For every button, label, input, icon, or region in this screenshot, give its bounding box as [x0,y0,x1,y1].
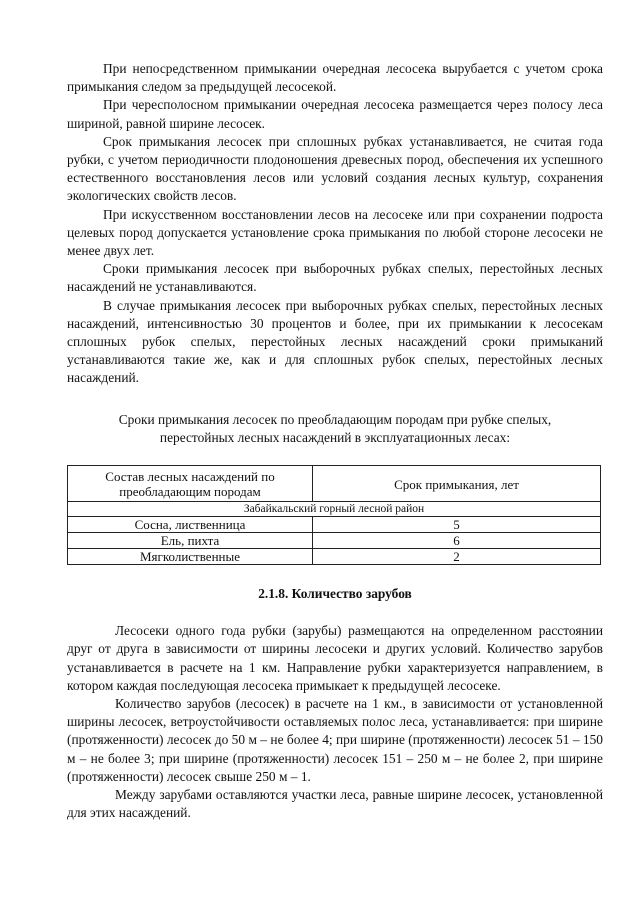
column-header-term: Срок примыкания, лет [313,466,601,502]
paragraph-artificial-restoration: При искусственном восстановлении лесов на лесосеке или при сохранении подроста целевых пород допускается установление срока примыкания по любой стороне лесосеки не менее двух лет. [67,206,603,259]
section-heading: 2.1.8. Количество зарубов [258,586,412,602]
table-row [68,517,601,533]
paragraph-adjacent-strip: При чересполосном примыкании очередная лесосека размещается через полосу леса шириной, равной ширине лесосек. [67,97,603,131]
paragraph-cuts-placement: Лесосеки одного года рубки (зарубы) размещаются на определенном расстоянии друг от друга в зависимости от ширины лесосеки и других условий. Количество зарубов устанавливается в расчете на 1 км. Направление рубки характеризуется направлением, в котором каждая последующая лесосека примыкает к предыдущей лесосеке. [67,623,603,693]
adjacency-table [67,465,601,565]
section-body [67,622,603,822]
paragraph-clear-cut-term: Срок примыкания лесосек при сплошных рубках устанавливается, не считая года рубки, с учетом периодичности плодоношения древесных пород, обеспечения их успешного естественного восстановления лесов или условий создания лесных культур, сохранения экологических свойств лесов. [67,133,603,204]
table-header-row [68,466,601,502]
table-row [68,549,601,565]
region-label: Забайкальский горный лесной район [68,502,601,517]
paragraph-cuts-gaps: Между зарубами оставляются участки леса, равные ширине лесосек, установленной для этих насаждений. [67,787,603,821]
paragraph-selective-intensity: В случае примыкания лесосек при выборочных рубках спелых, перестойных лесных насаждений, интенсивностью 30 процентов и более, при их примыкании к лесосекам сплошных рубок спелых, перестойных лесных насаждений сроки примыканий устанавливаются такие же, как и для сплошных рубок спелых, перестойных лесных насаждений. [67,297,603,386]
table-cell-term: 6 [313,533,601,549]
table-row [68,533,601,549]
table-cell-term: 2 [313,549,601,565]
table-caption: Сроки примыкания лесосек по преобладающим породам при рубке спелых, перестойных лесных насаждений в эксплуатационных лесах: [118,411,552,445]
paragraph-adjacent-direct: При непосредственном примыкании очередная лесосека вырубается с учетом срока примыкания следом за предыдущей лесосекой. [67,61,603,95]
table-cell-species: Сосна, лиственница [68,517,313,533]
table-cell-term: 5 [313,517,601,533]
table-region-row [68,502,601,517]
table-cell-species: Ель, пихта [68,533,313,549]
document-page [67,60,603,823]
paragraph-cuts-count: Количество зарубов (лесосек) в расчете на 1 км., в зависимости от установленной ширины лесосек, ветроустойчивости оставляемых полос леса, устанавливается: при ширине (протяженности) лесосек до 50 м – не более 4; при ширине (протяженности) лесосек 51 – 150 м – не более 3; при ширине (протяженности) лесосек 151 – 250 м – не более 2, при ширине (протяженности) лесосек свыше 250 м – 1. [67,696,603,784]
column-header-composition: Состав лесных насаждений по преобладающим породам [68,466,313,502]
table-cell-species: Мягколиственные [68,549,313,565]
paragraph-selective-cut: Сроки примыкания лесосек при выборочных рубках спелых, перестойных лесных насаждений не устанавливаются. [67,261,603,295]
